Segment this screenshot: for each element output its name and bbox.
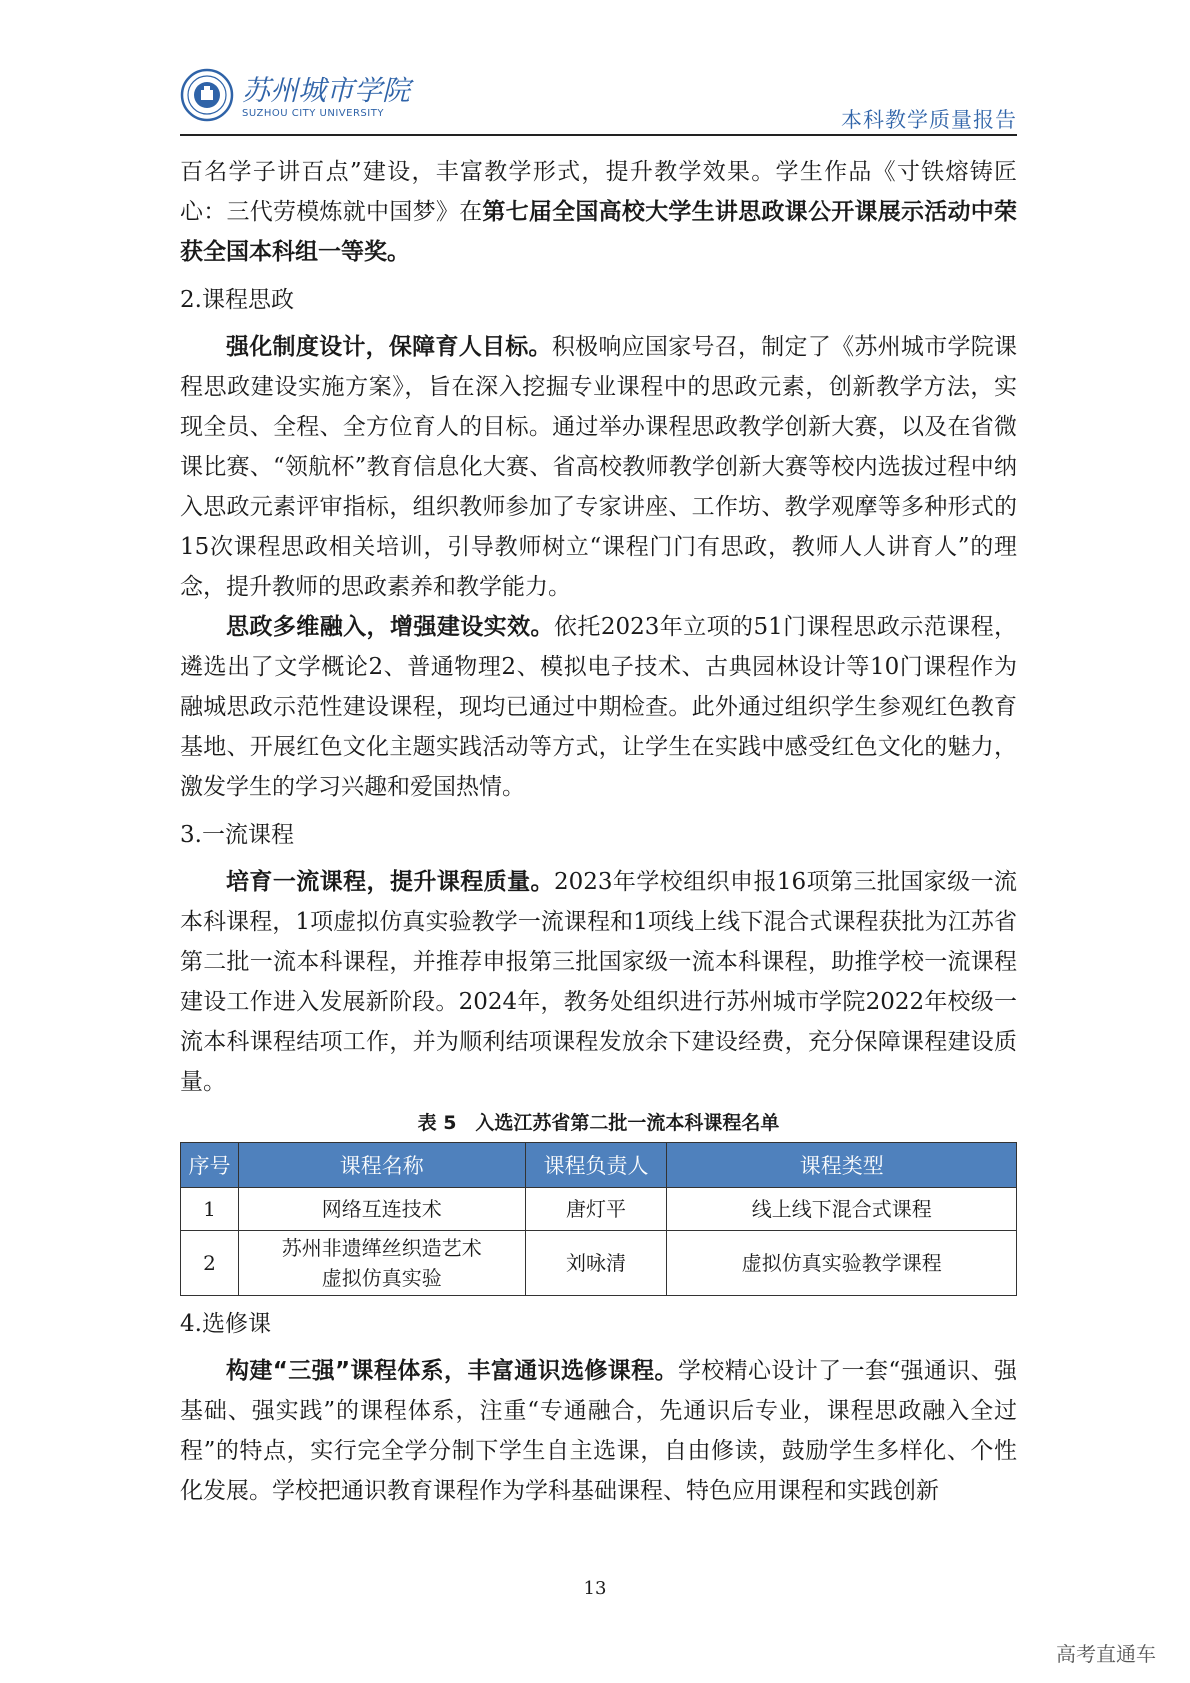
section3-p1-lead: 培育一流课程，提升课程质量。 [226,869,554,895]
university-seal-icon [180,68,234,122]
cell-course-name [238,1188,525,1231]
logo-name-cn: 苏州城市学院 [242,74,411,107]
report-title: 本科教学质量报告 [841,108,1017,132]
cell-leader: 刘咏清 [525,1231,667,1296]
section3-p1-text: 2023年学校组织申报16项第三批国家级一流本科课程，1项虚拟仿真实验教学一流课程和1项线上线下混合式课程获批为江苏省第二批一流本科课程，并推荐申报第三批国家级一流本科课程，助推学校一流课程建设工作进入发展新阶段。2024年，教务处组织进行苏州城市学院2022年校级一流本科课程结项工作，并为顺利结项课程发放余下建设经费，充分保障课程建设质量。 [180,869,1018,1095]
section2-p2-lead: 思政多维融入，增强建设实效。 [226,614,554,640]
table-header-row [181,1143,1017,1188]
section-heading-2: 2.课程思政 [180,286,294,313]
page-number: 13 [583,1578,607,1599]
course-table [180,1142,1017,1296]
intro-bold-text: 第七届全国高校大学生讲思政课公开课展示活动中荣获全国本科组一等奖。 [180,199,1018,265]
course-name-line: 虚拟仿真实验 [321,1266,442,1290]
intro-text: 百名学子讲百点”建设，丰富教学形式，提升教学效果。学生作品《寸铁熔铸匠心：三代劳模炼就中国梦》在 [180,159,1017,225]
course-name-line: 苏州非遗缂丝织造艺术 [281,1236,482,1260]
cell-no: 2 [181,1231,239,1296]
cell-course-type: 虚拟仿真实验教学课程 [667,1231,1017,1296]
header-course-type: 课程类型 [667,1143,1017,1188]
cell-no: 1 [181,1188,239,1231]
header-no: 序号 [181,1143,239,1188]
section2-paragraph-2 [180,607,1017,807]
section2-paragraph-1 [180,327,1017,607]
intro-paragraph [180,152,1017,272]
university-logo-wordmark [240,68,440,122]
cell-course-type: 线上线下混合式课程 [667,1188,1017,1231]
header-divider [180,134,1017,136]
section2-p1-text: 积极响应国家号召，制定了《苏州城市学院课程思政建设实施方案》，旨在深入挖掘专业课程中的思政元素，创新教学方法，实现全员、全程、全方位育人的目标。通过举办课程思政教学创新大赛，以及在省微课比赛、“领航杯”教育信息化大赛、省高校教师教学创新大赛等校内选拔过程中纳入思政元素评审指标，组织教师参加了专家讲座、工作坊、教学观摩等多种形式的15次课程思政相关培训，引导教师树立“课程门门有思政，教师人人讲育人”的理念，提升教师的思政素养和教学能力。 [180,334,1018,600]
section-heading-4: 4.选修课 [180,1310,271,1337]
section2-p2-text: 依托2023年立项的51门课程思政示范课程，遴选出了文学概论2、普通物理2、模拟电子技术、古典园林设计等10门课程作为融城思政示范性建设课程，现均已通过中期检查。此外通过组织学生参观红色教育基地、开展红色文化主题实践活动等方式，让学生在实践中感受红色文化的魅力，激发学生的学习兴趣和爱国热情。 [180,614,1018,800]
table-row [181,1231,1017,1296]
course-name-line: 网络互连技术 [321,1197,442,1221]
page-content [180,152,1017,1511]
table-row [181,1188,1017,1231]
header-course-name: 课程名称 [238,1143,525,1188]
cell-leader: 唐灯平 [525,1188,667,1231]
watermark: 高考直通车 [1056,1642,1156,1666]
logo-name-en: SUZHOU CITY UNIVERSITY [242,108,384,119]
page-header [180,64,1017,136]
header-leader: 课程负责人 [525,1143,667,1188]
section4-paragraph-1 [180,1351,1017,1511]
section2-p1-lead: 强化制度设计，保障育人目标。 [226,334,552,360]
table-caption: 表 5 入选江苏省第二批一流本科课程名单 [417,1112,780,1134]
cell-course-name [238,1231,525,1296]
section4-p1-lead: 构建“三强”课程体系，丰富通识选修课程。 [226,1358,678,1384]
section-heading-3: 3.一流课程 [180,821,294,848]
section4-p1-text: 学校精心设计了一套“强通识、强基础、强实践”的课程体系，注重“专通融合，先通识后专业，课程思政融入全过程”的特点，实行完全学分制下学生自主选课，自由修读，鼓励学生多样化、个性化发展。学校把通识教育课程作为学科基础课程、特色应用课程和实践创新 [180,1358,1018,1504]
section3-paragraph-1 [180,862,1017,1102]
